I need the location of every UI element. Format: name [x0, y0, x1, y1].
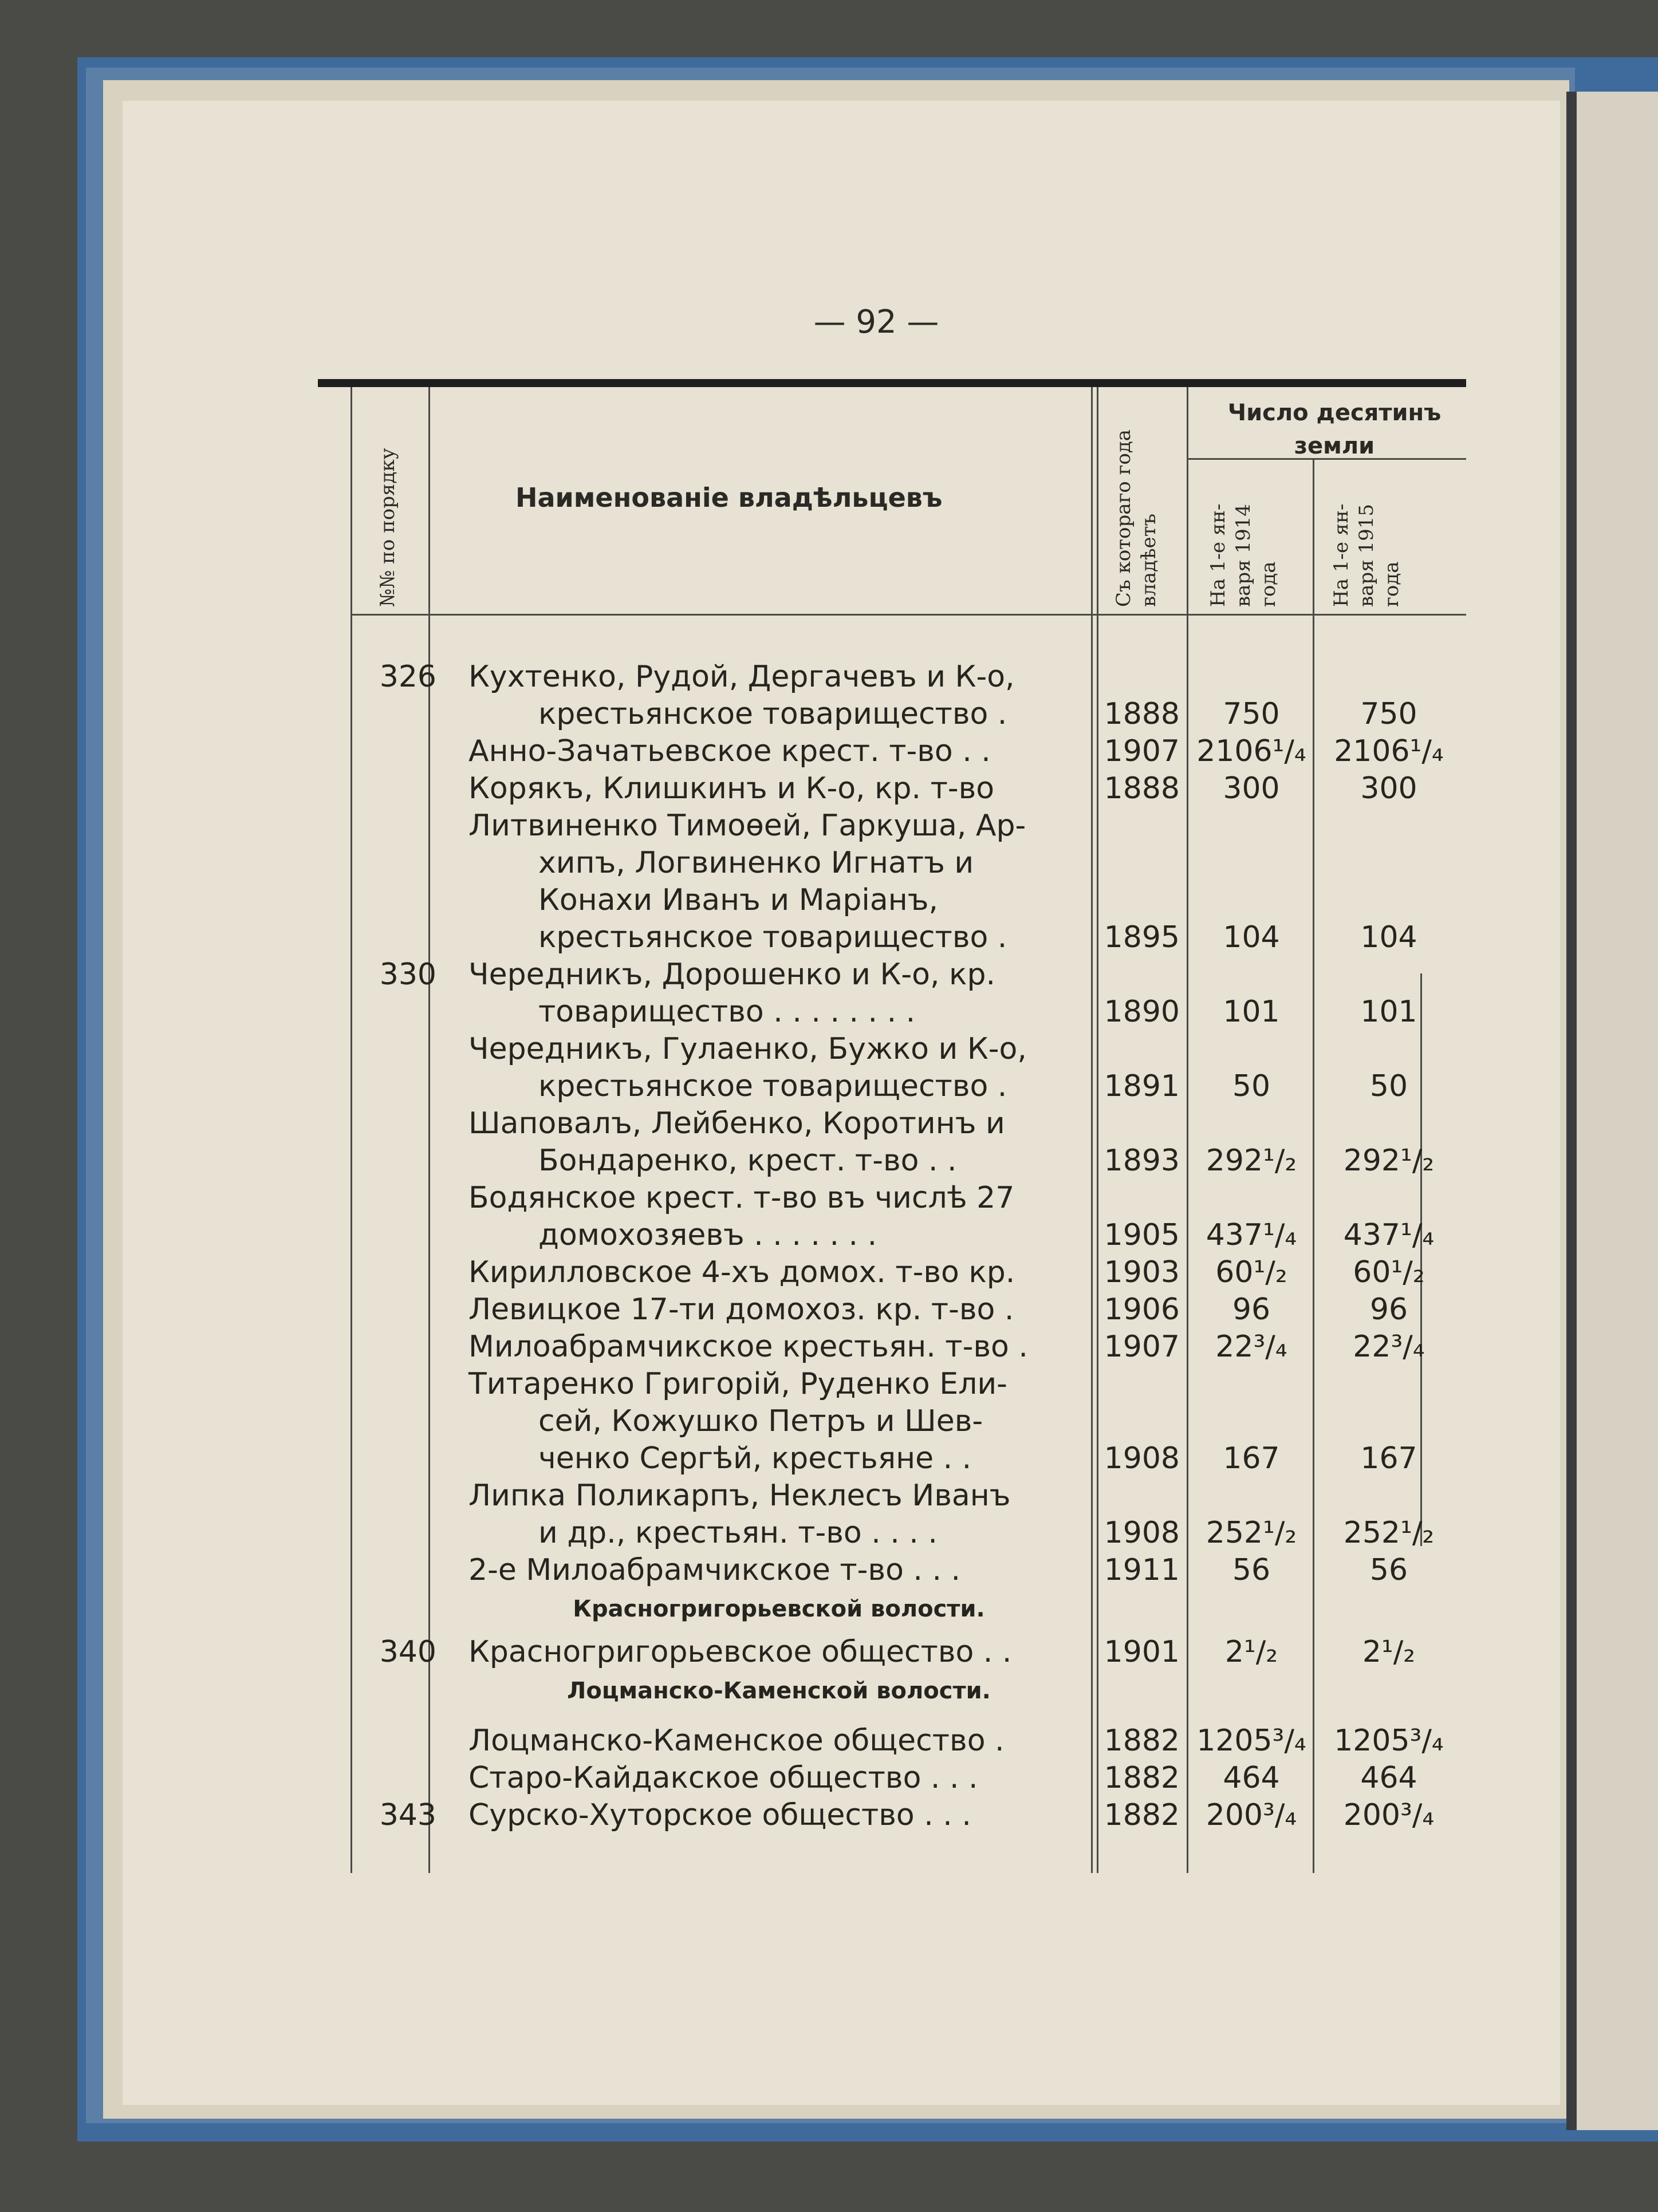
table-top-rule: [318, 379, 1466, 387]
owner-name-line: Кухтенко, Рудой, Дергачевъ и К-о,: [468, 660, 1015, 694]
land-1914-value: 167: [1223, 1441, 1280, 1476]
section-heading: Красногригорьевской волости.: [573, 1596, 985, 1622]
land-1914-value: 292¹/₂: [1206, 1144, 1297, 1178]
row-number: 330: [379, 957, 436, 992]
land-1915-value: 56: [1369, 1553, 1408, 1587]
land-1914-value: 56: [1232, 1553, 1271, 1587]
owner-name-line: сей, Кожушко Петръ и Шев-: [538, 1404, 983, 1438]
land-1914-value: 437¹/₄: [1206, 1218, 1297, 1252]
owner-name-line: Сурско-Хуторское общество . . .: [468, 1798, 971, 1832]
year-value: 1890: [1104, 995, 1180, 1029]
year-value: 1882: [1104, 1798, 1180, 1832]
owner-name-line: Старо-Кайдакское общество . . .: [468, 1761, 978, 1795]
land-1914-value: 252¹/₂: [1206, 1516, 1297, 1550]
col-1914-header: На 1-е ян- варя 1914 года: [1207, 503, 1280, 607]
owner-name-line: Анно-Зачатьевское крест. т-во . .: [468, 734, 991, 768]
owner-name-line: крестьянское товарищество .: [538, 1069, 1007, 1103]
year-value: 1905: [1104, 1218, 1180, 1252]
year-value: 1901: [1104, 1635, 1180, 1669]
land-1915-value: 437¹/₄: [1343, 1218, 1435, 1252]
land-1914-value: 1205³/₄: [1196, 1724, 1306, 1758]
owner-name-line: ченко Сергѣй, крестьяне . .: [538, 1441, 972, 1476]
owner-name-line: хипъ, Логвиненко Игнатъ и: [538, 846, 974, 880]
owner-name-line: Бондаренко, крест. т-во . .: [538, 1144, 957, 1178]
next-page: [1566, 92, 1658, 2130]
owner-name-line: крестьянское товарищество .: [538, 920, 1007, 955]
owner-name-line: Конахи Иванъ и Маріанъ,: [538, 883, 939, 917]
land-1914-value: 464: [1223, 1761, 1280, 1795]
owner-name-line: товарищество . . . . . . . .: [538, 995, 916, 1029]
land-1915-value: 2¹/₂: [1362, 1635, 1416, 1669]
land-1915-value: 750: [1360, 697, 1417, 731]
land-group-header: Число десятинъ земли: [1227, 400, 1442, 459]
owner-name-line: Кирилловское 4-хъ домох. т-во кр.: [468, 1255, 1015, 1290]
land-1914-value: 96: [1232, 1292, 1271, 1327]
section-heading: Лоцманско-Каменской волости.: [567, 1678, 991, 1704]
year-value: 1908: [1104, 1441, 1180, 1476]
land-1914-value: 2106¹/₄: [1196, 734, 1306, 768]
year-value: 1906: [1104, 1292, 1180, 1327]
year-value: 1893: [1104, 1144, 1180, 1178]
name-column-header: Наименованіе владѣльцевъ: [515, 482, 943, 513]
num-column-header: №№ по порядку: [376, 448, 399, 607]
year-value: 1882: [1104, 1761, 1180, 1795]
land-1915-value: 1205³/₄: [1334, 1724, 1444, 1758]
land-1915-value: 292¹/₂: [1343, 1144, 1435, 1178]
land-1915-value: 60¹/₂: [1353, 1255, 1425, 1290]
owner-name-line: Милоабрамчикское крестьян. т-во .: [468, 1330, 1028, 1364]
col-1915-header: На 1-е ян- варя 1915 года: [1330, 503, 1403, 607]
land-1914-value: 22³/₄: [1215, 1330, 1287, 1364]
land-1914-value: 300: [1223, 771, 1280, 806]
year-value: 1891: [1104, 1069, 1180, 1103]
row-number: 326: [379, 660, 436, 694]
page-number: — 92 —: [813, 303, 939, 341]
owner-name-line: Левицкое 17-ти домохоз. кр. т-во .: [468, 1292, 1014, 1327]
land-1915-value: 101: [1360, 995, 1417, 1029]
owner-name-line: Липка Поликарпъ, Неклесъ Иванъ: [468, 1478, 1011, 1513]
land-1915-value: 22³/₄: [1353, 1330, 1425, 1364]
year-value: 1903: [1104, 1255, 1180, 1290]
year-value: 1908: [1104, 1516, 1180, 1550]
owner-name-line: и др., крестьян. т-во . . . .: [538, 1516, 938, 1550]
owner-name-line: Шаповалъ, Лейбенко, Коротинъ и: [468, 1106, 1005, 1141]
land-1914-value: 101: [1223, 995, 1280, 1029]
year-value: 1882: [1104, 1724, 1180, 1758]
land-1915-value: 252¹/₂: [1343, 1516, 1435, 1550]
land-1915-value: 50: [1369, 1069, 1408, 1103]
owner-name-line: Красногригорьевское общество . .: [468, 1635, 1012, 1669]
land-1915-value: 104: [1360, 920, 1417, 955]
year-value: 1895: [1104, 920, 1180, 955]
owner-name-line: 2-е Милоабрамчикское т-во . . .: [468, 1553, 961, 1587]
row-number: 343: [379, 1798, 436, 1832]
row-number: 340: [379, 1635, 436, 1669]
year-value: 1911: [1104, 1553, 1180, 1587]
column-rule: [1091, 387, 1093, 1873]
land-1914-value: 50: [1232, 1069, 1271, 1103]
land-1915-value: 2106¹/₄: [1334, 734, 1444, 768]
header-bottom-rule: [350, 614, 1466, 616]
owner-name-line: Чередникъ, Гулаенко, Бужко и К-о,: [468, 1032, 1027, 1066]
owner-name-line: Корякъ, Клишкинъ и К-о, кр. т-во: [468, 771, 995, 806]
owner-name-line: Чередникъ, Дорошенко и К-о, кр.: [468, 957, 996, 992]
land-1915-value: 96: [1369, 1292, 1408, 1327]
year-column-header: Съ котораго года владѣетъ: [1112, 429, 1160, 607]
land-1914-value: 750: [1223, 697, 1280, 731]
land-1915-value: 464: [1360, 1761, 1417, 1795]
land-1914-value: 104: [1223, 920, 1280, 955]
land-1914-value: 60¹/₂: [1215, 1255, 1287, 1290]
owner-name-line: крестьянское товарищество .: [538, 697, 1007, 731]
book-gutter: [1566, 92, 1577, 2130]
year-value: 1907: [1104, 1330, 1180, 1364]
year-value: 1888: [1104, 771, 1180, 806]
year-value: 1907: [1104, 734, 1180, 768]
land-1914-value: 2¹/₂: [1224, 1635, 1278, 1669]
owner-name-line: Лоцманско-Каменское общество .: [468, 1724, 1005, 1758]
year-value: 1888: [1104, 697, 1180, 731]
owner-name-line: Литвиненко Тимоѳей, Гаркуша, Ар-: [468, 809, 1026, 843]
land-1915-value: 200³/₄: [1343, 1798, 1435, 1832]
owner-name-line: домохозяевъ . . . . . . .: [538, 1218, 877, 1252]
land-1915-value: 300: [1360, 771, 1417, 806]
land-1915-value: 167: [1360, 1441, 1417, 1476]
land-1914-value: 200³/₄: [1206, 1798, 1297, 1832]
owner-name-line: Бодянское крест. т-во въ числѣ 27: [468, 1181, 1015, 1215]
owner-name-line: Титаренко Григорій, Руденко Ели-: [468, 1367, 1007, 1401]
